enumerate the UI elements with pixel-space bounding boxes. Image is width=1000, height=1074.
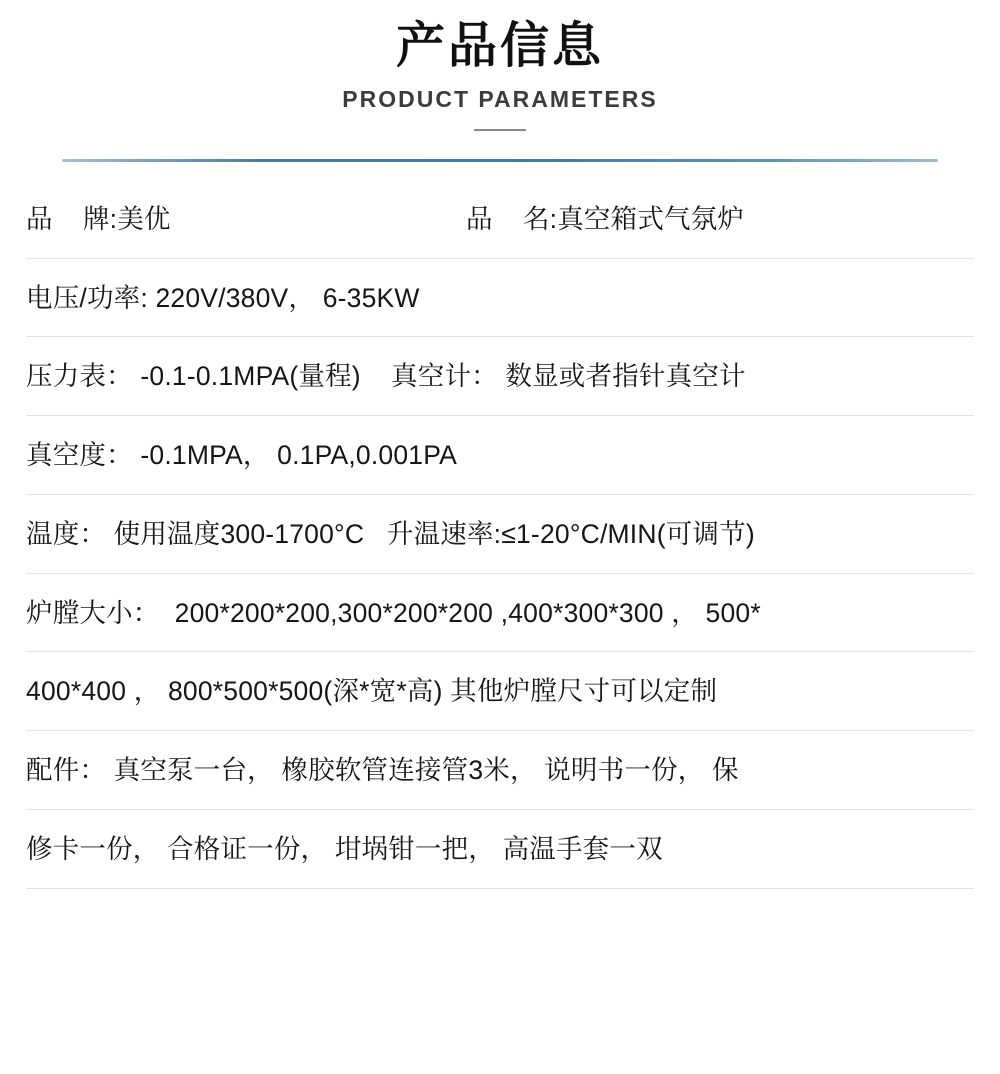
table-row: 修卡一份， 合格证一份， 坩埚钳一把， 高温手套一双 (26, 809, 974, 889)
table-row: 炉膛大小： 200*200*200,300*200*200 ,400*300*300 ， 500* (26, 573, 974, 652)
spec-brand: 品 牌:美优 (26, 203, 171, 234)
table-row: 真空度： -0.1MPA， 0.1PA,0.001PA (26, 415, 974, 494)
accent-divider (62, 159, 938, 162)
table-row: 电压/功率: 220V/380V， 6-35KW (26, 258, 974, 337)
page-title: 产品信息 (395, 19, 604, 73)
spec-product-name: 品 名:真空箱式气氛炉 (466, 203, 745, 234)
table-row: 压力表： -0.1-0.1MPA(量程) 真空计： 数显或者指针真空计 (26, 336, 974, 415)
table-row: 400*400 ， 800*500*500(深*宽*高) 其他炉膛尺寸可以定制 (26, 651, 974, 730)
title-underline-rule (474, 129, 526, 131)
accent-divider-wrap (0, 159, 1000, 162)
table-row: 温度： 使用温度300-1700°C 升温速率:≤1-20°C/MIN(可调节) (26, 494, 974, 573)
table-row: 配件： 真空泵一台， 橡胶软管连接管3米， 说明书一份， 保 (26, 730, 974, 809)
table-row (26, 186, 974, 258)
page-subtitle: PRODUCT PARAMETERS (342, 85, 658, 112)
page-header (0, 0, 1000, 131)
spec-table (0, 186, 1000, 889)
